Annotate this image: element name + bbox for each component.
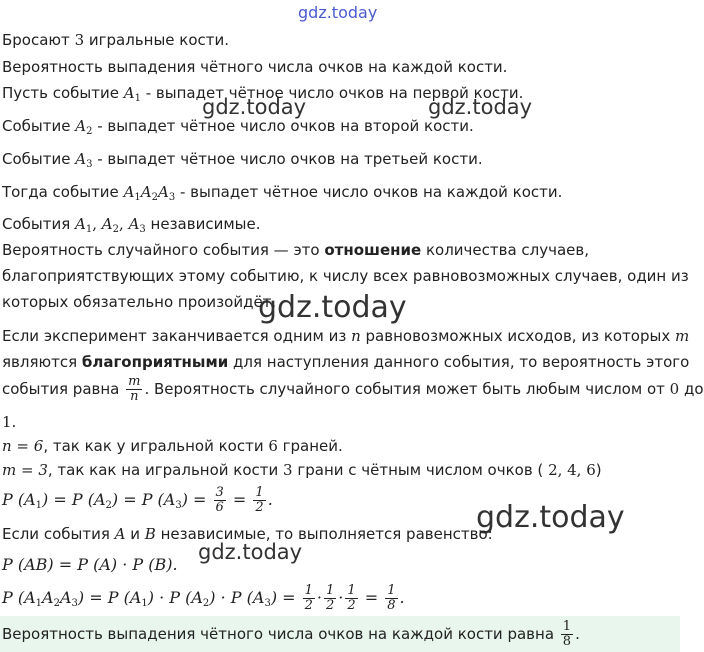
text-line: Событие $A_2$ - выпадет чётное число очков на второй кости. [2, 117, 474, 137]
text-line: 1. [2, 413, 17, 431]
watermark: gdz.today [428, 95, 533, 119]
text-line: являются благоприятными для наступления данного события, то вероятность этого [2, 353, 690, 371]
text-line: Вероятность случайного события — это отношение количества случаев, [2, 241, 590, 259]
formula: P $(A_1) = P$ $(A_2) = P$ $(A_3)$ = $\frac{3}{6}$ = $\frac{1}{2}$ . [2, 485, 273, 515]
watermark: gdz.today [476, 500, 625, 535]
text-line: Событие $A_3$ - выпадет чётное число очков на третьей кости. [2, 150, 483, 170]
text-line: n = 6, так как у игральной кости 6 граней. [2, 437, 343, 455]
text-line: События $A_1$, $A_2$, $A_3$ независимые. [2, 215, 261, 235]
text-line: Тогда событие $A_1A_2A_3$ - выпадет чётное число очков на каждой кости. [2, 183, 563, 203]
watermark: gdz.today [198, 540, 303, 564]
watermark: gdz.today [202, 95, 307, 119]
formula: P $(A_1A_2A_3) = P$ $(A_1) \cdot P$ $(A_2) \cdot P$ $(A_3)$ = $\frac{1}{2}$ · $\frac{1}{2}$ · $\frac{1}{2}$ = $\frac{1}{8}$ . [2, 583, 405, 613]
text-line: Если эксперимент заканчивается одним из n равновозможных исходов, из которых m [2, 327, 690, 345]
watermark: gdz.today [258, 290, 407, 325]
formula: P (AB) = P (A) · P (B). [2, 555, 178, 574]
text-line: события равна $\frac{m}{n}$ . Вероятность случайного события может быть любым числом от 0 до [2, 374, 704, 404]
text-line: которых обязательно произойдёт. [2, 293, 277, 311]
text-line: благоприятствующих этому событию, к числу всех равновозможных случаев, один из [2, 267, 689, 285]
answer-box [0, 616, 680, 652]
text-line: Пусть событие $A_1$ - выпадет чётное число очков на первой кости. [2, 84, 524, 104]
fraction-m-n: $\frac{m}{n}$ [128, 374, 141, 404]
text-line: m = 3, так как на игральной кости 3 грани с чётным числом очков ( 2, 4, 6) [2, 461, 602, 479]
text-line: Если события A и B независимые, то выполняется равенство: [2, 525, 493, 543]
text-line: Бросают 3 игральные кости. [2, 31, 230, 49]
answer-text: Вероятность выпадения чётного числа очков на каждой кости равна $\frac{1}{8}$ . [2, 619, 580, 649]
text-line: Вероятность выпадения чётного числа очков на каждой кости. [2, 58, 508, 76]
watermark: gdz.today [298, 3, 378, 22]
